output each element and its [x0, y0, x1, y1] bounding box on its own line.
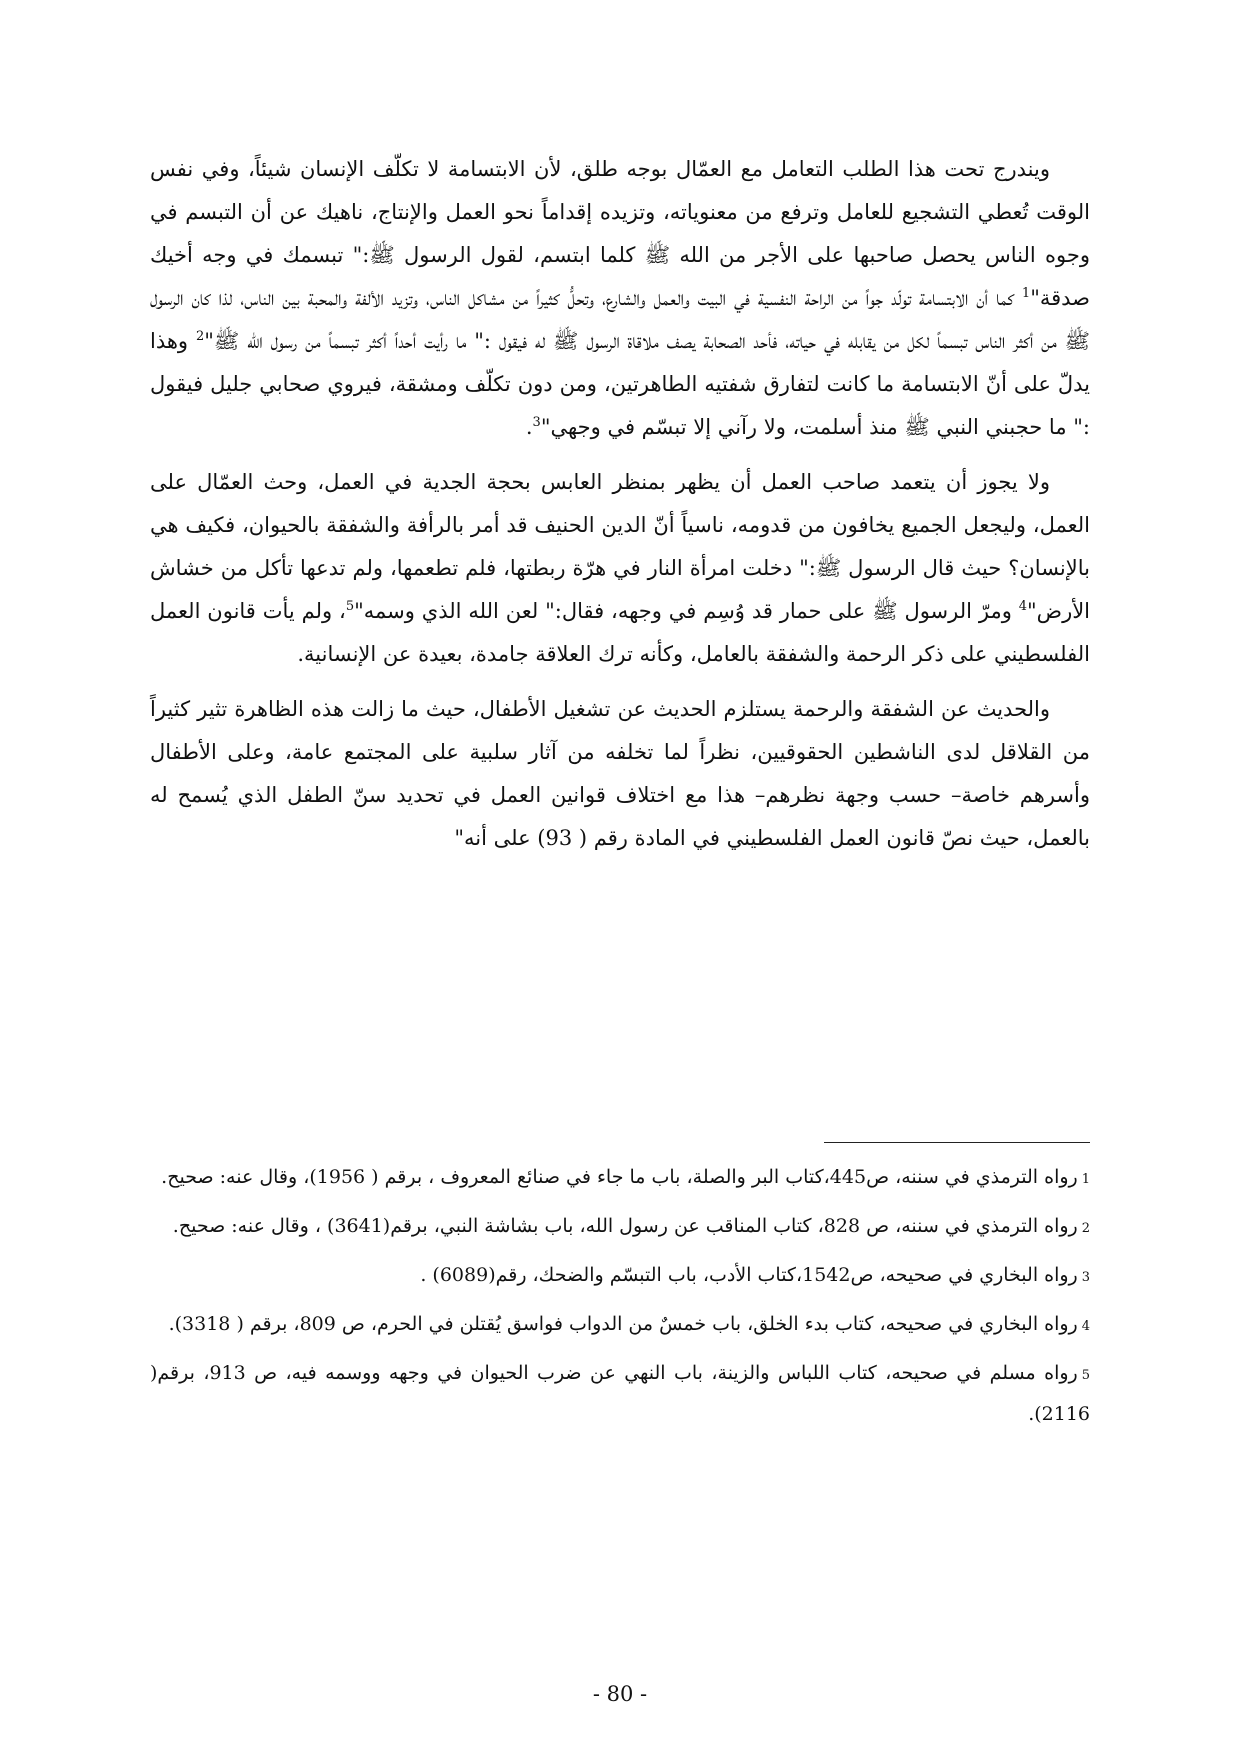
footnote-1	[150, 1158, 1090, 1199]
footnote-2	[150, 1207, 1090, 1248]
paragraph-1-text-d: .	[525, 415, 533, 439]
page-number: - 80 -	[592, 1682, 648, 1706]
footnote-4	[150, 1305, 1090, 1346]
footnote-text: رواه البخاري في صحيحه، ص1542،كتاب الأدب، باب التبسّم والضحك، رقم(6089) .	[420, 1264, 1078, 1286]
footnote-text: رواه الترمذي في سننه، ص445،كتاب البر والصلة، باب ما جاء في صنائع المعروف ، برقم ( 1956)، وقال عنه: صحيح.	[161, 1166, 1078, 1188]
footnote-separator	[824, 1142, 1090, 1143]
paragraph-1-text-c: وهذا يدلّ على أنّ الابتسامة ما كانت لتفارق شفتيه الطاهرتين، ومن دون تكلّف ومشقة، فيروي صحابي جليل فيقول :" ما حجبني النبي ﷺ منذ أسلمت، ولا رآني إلا تبسّم في وجهي"	[150, 329, 1090, 439]
footnote-ref-2[interactable]: 2	[195, 329, 205, 344]
paragraph-2-text-a: ولا يجوز أن يتعمد صاحب العمل أن يظهر بمنظر العابس بحجة الجدية في العمل، وحث العمّال على العمل، وليجعل الجميع يخافون من قدومه، ناسياً أنّ الدين الحنيف قد أمر بالرأفة والشفقة بالحيوان، فكيف هي بالإنسان؟ حيث قال الرسول ﷺ:" دخلت امرأة النار في هرّة ربطتها، فلم تطعمها، ولم تدعها تأكل من خشاش الأرض"	[150, 470, 1091, 623]
paragraph-3	[150, 688, 1090, 860]
paragraph-2	[150, 461, 1090, 676]
footnote-ref-3[interactable]: 3	[532, 415, 541, 430]
footnote-number: 2	[1081, 1221, 1090, 1236]
footnote-text: رواه البخاري في صحيحه، كتاب بدء الخلق، باب خمسٌ من الدواب فواسق يُقتلن في الحرم، ص 809، برقم ( 3318).	[168, 1313, 1078, 1335]
paragraph-3-text-a: والحديث عن الشفقة والرحمة يستلزم الحديث عن تشغيل الأطفال، حيث ما زالت هذه الظاهرة تثير كثيراً من القلاقل لدى الناشطين الحقوقيين، نظراً لما تخلفه من آثار سلبية على المجتمع عامة، وعلى الأطفال وأسرهم خاصة– حسب وجهة نظرهم– هذا مع اختلاف قوانين العمل في تحديد سنّ الطفل الذي يُسمح له بالعمل، حيث نصّ قانون العمل الفلسطيني في المادة رقم ( 93) على أنه"	[150, 697, 1090, 850]
paragraph-1-text-b: كما أن الابتسامة تولّد جواً من الراحة النفسية في البيت والعمل والشارع، وتحلُّ كثيراً من مشاكل الناس، وتزيد الألفة والمحبة بين الناس، لذا كان الرسول ﷺ من أكثر الناس تبسماً لكل من يقابله في حياته، فأحد الصحابة يصف ملاقاة الرسول ﷺ له فيقول :" ما رأيت أحداً أكثر تبسماً من رسول الله ﷺ"	[150, 286, 1090, 353]
footnote-text: رواه مسلم في صحيحه، كتاب اللباس والزينة، باب النهي عن ضرب الحيوان في وجهه ووسمه فيه، ص 913، برقم( 2116).	[150, 1362, 1090, 1425]
footnote-number: 3	[1081, 1270, 1090, 1285]
footnote-ref-1[interactable]: 1	[1021, 286, 1031, 301]
footnote-number: 4	[1081, 1319, 1090, 1334]
footnote-3	[150, 1256, 1090, 1297]
paragraph-2-text-b: ومرّ الرسول ﷺ على حمار قد وُسِم في وجهه، فقال:" لعن الله الذي وسمه"	[354, 599, 1019, 623]
footnote-5	[150, 1354, 1090, 1433]
paragraph-2-text-c: ، ولم يأت قانون العمل الفلسطيني على ذكر الرحمة والشفقة بالعامل، وكأنه ترك العلاقة جامدة، بعيدة عن الإنسانية.	[150, 599, 1090, 666]
footnote-number: 1	[1081, 1172, 1090, 1187]
footnote-text: رواه الترمذي في سننه، ص 828، كتاب المناقب عن رسول الله، باب بشاشة النبي، برقم(3641) ، وقال عنه: صحيح.	[172, 1215, 1078, 1237]
paragraph-1-text-a: ويندرج تحت هذا الطلب التعامل مع العمّال بوجه طلق، لأن الابتسامة لا تكلّف الإنسان شيئاً، وفي نفس الوقت تُعطي التشجيع للعامل وترفع من معنوياته، وتزيده إقداماً نحو العمل والإنتاج، ناهيك عن أن التبسم في وجوه الناس يحصل صاحبها على الأجر من الله ﷺ كلما ابتسم، لقول الرسول ﷺ:" تبسمك في وجه أخيك صدقة"	[150, 157, 1090, 310]
paragraph-1	[150, 148, 1090, 449]
body-text	[150, 148, 1090, 860]
footnote-number: 5	[1081, 1368, 1091, 1383]
footnote-ref-4[interactable]: 4	[1018, 599, 1028, 614]
footnote-ref-5[interactable]: 5	[345, 599, 355, 614]
footnotes	[150, 1158, 1090, 1441]
